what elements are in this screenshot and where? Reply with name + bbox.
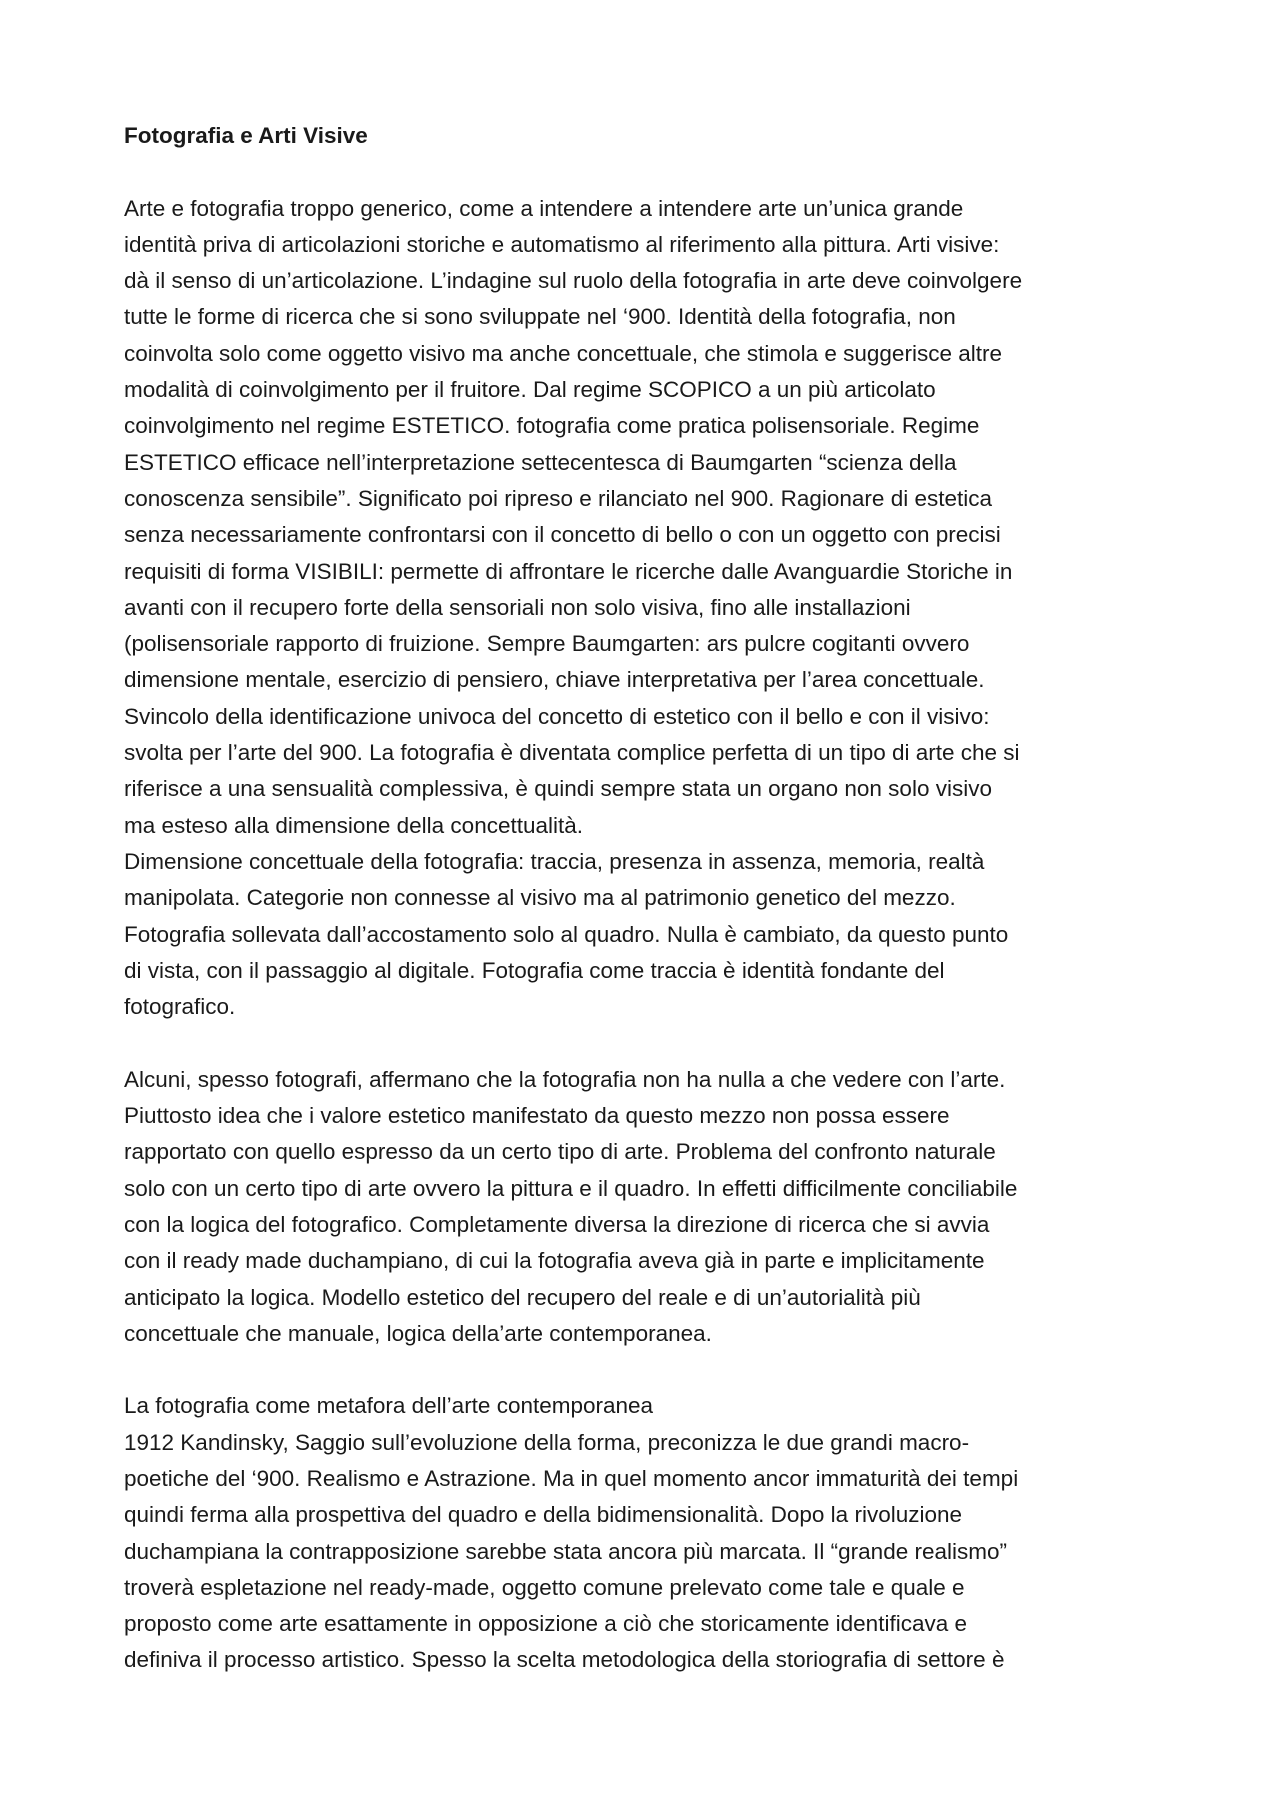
text-line: tutte le forme di ricerca che si sono sviluppate nel ‘900. Identità della fotografia, non [124, 304, 956, 330]
text-line: dà il senso di un’articolazione. L’indagine sul ruolo della fotografia in arte deve coinvolgere [124, 268, 1023, 294]
text-line: proposto come arte esattamente in opposizione a ciò che storicamente identificava e [124, 1611, 967, 1637]
text-line: Alcuni, spesso fotografi, affermano che la fotografia non ha nulla a che vedere con l’arte. [124, 1066, 1006, 1092]
paragraph-spacer [124, 1352, 1174, 1388]
text-line: troverà espletazione nel ready-made, oggetto comune prelevato come tale e quale e [124, 1574, 965, 1600]
text-line: (polisensoriale rapporto di fruizione. Sempre Baumgarten: ars pulcre cogitanti ovvero [124, 631, 970, 657]
text-line: ESTETICO efficace nell’interpretazione settecentesca di Baumgarten “scienza della [124, 449, 957, 475]
text-line: senza necessariamente confrontarsi con il concetto di bello o con un oggetto con precisi [124, 522, 1001, 548]
text-line: quindi ferma alla prospettiva del quadro e della bidimensionalità. Dopo la rivoluzione [124, 1502, 963, 1528]
text-line: con la logica del fotografico. Completamente diversa la direzione di ricerca che si avvia [124, 1211, 990, 1237]
text-line: identità priva di articolazioni storiche e automatismo al riferimento alla pittura. Arti visive: [124, 231, 1000, 257]
text-line: fotografico. [124, 994, 236, 1020]
text-line: concettuale che manuale, logica della’arte contemporanea. [124, 1320, 712, 1346]
text-line: avanti con il recupero forte della sensoriali non solo visiva, fino alle installazioni [124, 594, 911, 620]
paragraph [124, 1388, 1174, 1678]
text-line: Svincolo della identificazione univoca del concetto di estetico con il bello e con il visivo: [124, 703, 990, 729]
document-title: Fotografia e Arti Visive [124, 123, 368, 148]
text-line: requisiti di forma VISIBILI: permette di affrontare le ricerche dalle Avanguardie Storiche in [124, 558, 1013, 584]
paragraph [124, 1062, 1174, 1352]
text-line: Fotografia sollevata dall’accostamento solo al quadro. Nulla è cambiato, da questo punto [124, 921, 1009, 947]
text-line: anticipato la logica. Modello estetico del recupero del reale e di un’autorialità più [124, 1284, 921, 1310]
text-line: coinvolta solo come oggetto visivo ma anche concettuale, che stimola e suggerisce altre [124, 340, 1002, 366]
text-line: coinvolgimento nel regime ESTETICO. fotografia come pratica polisensoriale. Regime [124, 413, 980, 439]
text-line: manipolata. Categorie non connesse al visivo ma al patrimonio genetico del mezzo. [124, 885, 956, 911]
spacer [124, 154, 1174, 190]
text-line: conoscenza sensibile”. Significato poi ripreso e rilanciato nel 900. Ragionare di estetica [124, 485, 992, 511]
text-line: con il ready made duchampiano, di cui la fotografia aveva già in parte e implicitamente [124, 1248, 985, 1274]
text-line: dimensione mentale, esercizio di pensiero, chiave interpretativa per l’area concettuale. [124, 667, 985, 693]
text-line: di vista, con il passaggio al digitale. Fotografia come traccia è identità fondante del [124, 957, 945, 983]
text-line: duchampiana la contrapposizione sarebbe stata ancora più marcata. Il “grande realismo” [124, 1538, 1007, 1564]
document-body [124, 191, 1174, 1679]
document-page [124, 118, 1174, 1679]
text-line: riferisce a una sensualità complessiva, è quindi sempre stata un organo non solo visivo [124, 776, 992, 802]
text-line: definiva il processo artistico. Spesso la scelta metodologica della storiografia di settore è [124, 1647, 1005, 1673]
text-line: Piuttosto idea che i valore estetico manifestato da questo mezzo non possa essere [124, 1103, 950, 1129]
text-line: poetiche del ‘900. Realismo e Astrazione. Ma in quel momento ancor immaturità dei tempi [124, 1465, 1019, 1491]
text-line: modalità di coinvolgimento per il fruitore. Dal regime SCOPICO a un più articolato [124, 377, 936, 403]
text-line: Dimensione concettuale della fotografia: traccia, presenza in assenza, memoria, realtà [124, 848, 985, 874]
paragraph-spacer [124, 1025, 1174, 1061]
text-line: solo con un certo tipo di arte ovvero la pittura e il quadro. In effetti difficilmente conciliabile [124, 1175, 1018, 1201]
text-line: 1912 Kandinsky, Saggio sull’evoluzione della forma, preconizza le due grandi macro- [124, 1429, 970, 1455]
text-line: rapportato con quello espresso da un certo tipo di arte. Problema del confronto naturale [124, 1139, 996, 1165]
paragraph [124, 191, 1174, 1026]
text-line: La fotografia come metafora dell’arte contemporanea [124, 1393, 654, 1419]
text-line: ma esteso alla dimensione della concettualità. [124, 812, 584, 838]
text-line: svolta per l’arte del 900. La fotografia è diventata complice perfetta di un tipo di arte che si [124, 740, 1020, 766]
text-line: Arte e fotografia troppo generico, come a intendere a intendere arte un’unica grande [124, 195, 964, 221]
